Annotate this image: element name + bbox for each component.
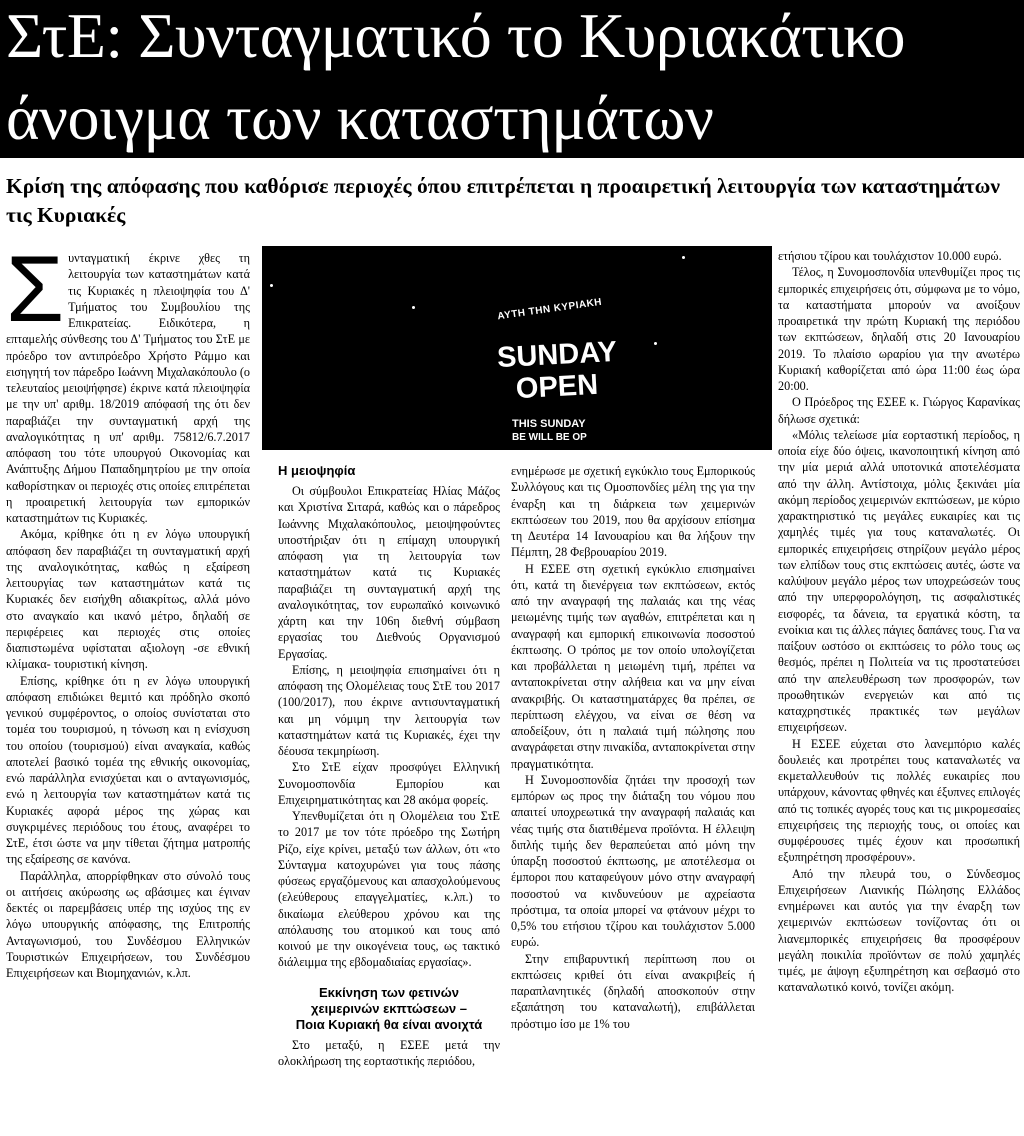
paragraph: Στο μεταξύ, η ΕΣΕΕ μετά την ολοκλήρωση της εορταστικής περιόδου,	[278, 1037, 500, 1068]
sign-open: OPEN	[515, 368, 599, 406]
column-3	[511, 463, 755, 1032]
sign-small-2: BE WILL BE OP	[512, 432, 587, 443]
paragraph: ενημέρωσε με σχετική εγκύκλιο τους Εμπορικούς Συλλόγους και τις Ομοσπονδίες μέλη της για την έναρξη και τη διάρκεια των χειμερινών εκπτώσεων του 2019, που θα αρχίσουν επίσημα τη Δευτέρα 14 Ιανουαρίου και θα λήξουν την Πέμπτη, 28 Φεβρουαρίου 2019.	[511, 464, 755, 560]
sunday-open-photo	[262, 246, 772, 450]
heading-line: Ποια Κυριακή θα είναι ανοιχτά	[295, 1016, 483, 1032]
paragraph: Παράλληλα, απορρίφθηκαν στο σύνολό τους οι αιτήσεις ακύρωσης ως αβάσιμες και έγιναν δεκτές οι παρεμβάσεις υπέρ της ισχύος της εν λόγω υπουργικής απόφασης, της Επιτροπής Ανταγωνισμού, του Συνδέσμου Ελληνικών Τουριστικών Επιχειρήσεων, του Συνδέσμου Επιχειρήσεων και Βιομηχανιών, κ.λπ.	[6, 868, 250, 980]
column-1	[6, 236, 250, 981]
headline-band	[0, 0, 1024, 158]
sign-small-1: THIS SUNDAY	[512, 418, 586, 430]
headline-line-2: άνοιγμα των καταστημάτων	[6, 82, 714, 153]
paragraph: υνταγματική έκρινε χθες τη λειτουργία των καταστημάτων κατά τις Κυριακές η πλειοψηφία του Δ' Τμήματος του Συμβουλίου της Επικρατείας. Ειδικότερα, η επταμελής σύνθεσης του Δ' Τμήματος του ΣτΕ με πρόεδρο τον αντιπρόεδρο Χρήστο Ράμμο και εισηγητή τον πάρεδρο Ιωάννη Μιχαλακόπουλο (ο τελευταίος μειοψήφησε) έκρινε κατά πλειοψηφία με την υπ' αριθμ. 18/2019 απόφασή της ότι δεν παραβιάζει την συνταγματική αρχή της αναλογικότητας η υπ' αριθμ. 75812/6.7.2017 απόφαση του τότε υπουργού Οικονομίας και Ανάπτυξης Δήμου Παπαδημητρίου με την οποία καθορίστηκαν οι περιοχές στις οποίες επιτρέπεται η προαιρετική λειτουργία των εμπορικών καταστημάτων τις Κυριακές.	[6, 251, 250, 525]
paragraph: Η ΕΣΕΕ εύχεται στο λανεμπόριο καλές δουλειές και προτρέπει τους καταναλωτές να εκμεταλλευθούν τις πολλές ευκαιρίες που υπάρχουν, κάνοντας φθηνές και έξυπνες επιλογές από τις τοπικές αγορές τους και τις μικρομεσαίες επιχειρήσεις της περιοχής τους, οι οποίες και συμφέρουσες τιμές έχουν και προσωπική εξυπηρέτηση προσφέρουν».	[778, 736, 1020, 865]
light-speck	[682, 256, 685, 259]
paragraph: Στην επιβαρυντική περίπτωση που οι εκπτώσεις κριθεί ότι είναι ανακριβείς ή παραπλανητικές (δηλαδή αποσκοπούν στην εξαπάτηση του καταναλωτή), επιβάλλεται πρόστιμο ίσο με 1% του	[511, 951, 755, 1031]
paragraph: Οι σύμβουλοι Επικρατείας Ηλίας Μάζος και Χριστίνα Σιταρά, καθώς και ο πάρεδρος Ιωάννης Μιχαλακόπουλος, μειοψηφούντες υποστήριξαν ότι η επίμαχη υπουργική απόφαση για τη λειτουργία των καταστημάτων κατά τις Κυριακές παραβιάζει τη συνταγματική αρχή της αναλογικότητας, τον ευρωπαϊκό κοινωνικό χάρτη και την 106η διεθνή σύμβαση εργασίας του Διεθνούς Οργανισμού Εργασίας.	[278, 484, 500, 661]
paragraph: Ακόμα, κρίθηκε ότι η εν λόγω υπουργική απόφαση δεν παραβιάζει τη συνταγματική αρχή της αναλογικότητας, καθώς η εξαίρεση λειτουργίας των καταστημάτων κατά τις Κυριακές δεν εισήχθη αδιακρίτως, αλλά μόνο στο αναγκαίο και ικανό μέτρο, δηλαδή σε περιφέρειες και περιοχές στις οποίες διαπιστωμένα υφίσταται αξιολογη -σε εθνική κλίμακα- τουριστική κίνηση.	[6, 527, 250, 672]
column-4	[778, 248, 1020, 996]
heading-line: Εκκίνηση των φετινών	[319, 984, 459, 1000]
paragraph: Τέλος, η Συνομοσπονδία υπενθυμίζει προς τις εμπορικές επιχειρήσεις ότι, σύμφωνα με το νόμο, τα καταστήματα μπορούν να ανοίξουν προαιρετικά την πρώτη Κυριακή της περιόδου των εκπτώσεων, δηλαδή στις 20 Ιανουαρίου 2019. Το πλαίσιο ωραρίου για την ανωτέρω Κυριακή καθορίζεται από ώρα 11:00 έως ώρα 20:00.	[778, 265, 1020, 393]
paragraph: Επίσης, η μειοψηφία επισημαίνει ότι η απόφαση της Ολομέλειας τους ΣτΕ του 2017 (100/2017), που έκρινε αντισυνταγματική και μη νόμιμη την λειτουργία των καταστημάτων κατά τις Κυριακές, έχει την δέουσα τεκμηρίωση.	[278, 662, 500, 758]
subheadline: Κρίση της απόφασης που καθόρισε περιοχές όπου επιτρέπεται η προαιρετική λειτουργία των καταστημάτων τις Κυριακές	[6, 174, 1000, 227]
column-2	[278, 463, 500, 1069]
paragraph: Υπενθυμίζεται ότι η Ολομέλεια του ΣτΕ το 2017 με τον τότε πρόεδρο της Σωτήρη Ρίζο, είχε κρίνει, μεταξύ των άλλων, ότι «το Σύνταγμα κατοχυρώνει για τους πάσης φύσεως εργαζόμενους και απασχολούμενους (ελεύθερους επαγγελματίες, κ.λπ.) το δικαίωμα ελεύθερου χρόνου και της απόλαυσης του ατομικού και τους από κοινού με την οικογένεια τους, ως τακτικό διάλειμμα της εβδομαδιαίας εργασίας».	[278, 809, 500, 970]
paragraph: Στο ΣτΕ είχαν προσφύγει Ελληνική Συνομοσπονδία Εμπορίου και Επιχειρηματικότητας και 28 ακόμα φορείς.	[278, 760, 500, 807]
headline-line-1: ΣτΕ: Συνταγματικό το Κυριακάτικο	[6, 0, 906, 71]
light-speck	[412, 306, 415, 309]
dropcap: Σ	[6, 236, 65, 341]
light-speck	[654, 342, 657, 345]
paragraph: ετήσιου τζίρου και τουλάχιστον 10.000 ευρώ.	[778, 249, 1002, 263]
paragraph: Επίσης, κρίθηκε ότι η εν λόγω υπουργική απόφαση επιδιώκει θεμιτό και πρόδηλο σκοπό γενικού συμφέροντος, ο οποίος συνίσταται στο τομέα του τουρισμού, η τόνωση και η ενίσχυση του οποίου (τουρισμού) είναι αναγκαία, καθώς αποτελεί βασικό τομέα της εθνικής οικονομίας, ενώ παράλληλα ενισχύεται και ο ανταγωνισμός, ενώ η λειτουργία των καταστημάτων κατά τις Κυριακές αφορά μέρος της χώρας και συγκριμένες περιόδους του έτους, αναφέρει το ΣτΕ, έτσι ώστε να μην τίθεται ζήτημα ματροπής της εξαίρεσης σε κανόνα.	[6, 673, 250, 867]
paragraph: Από την πλευρά του, ο Σύνδεσμος Επιχειρήσεων Λιανικής Πώλησης Ελλάδος ενημέρωνει και αυτός για την έναρξη των χειμερινών εκπτώσεων τονίζοντας ότι οι λιανεμπορικές επιχειρήσεις θα προσφέρουν μεγάλη ποικιλία προϊόντων σε πολύ χαμηλές τιμές, με άψογη εξυπηρέτηση και σεβασμό στο καταναλωτικό κοινό, τονίζει ακόμη.	[778, 866, 1020, 995]
section-heading-minority: Η μειοψηφία	[278, 463, 356, 478]
paragraph: «Μόλις τελείωσε μία εορταστική περίοδος, η οποία είχε δύο όψεις, ικανοποιητική κίνηση από την μία μεριά αλλά υποτονικά αποτελέσματα από την άλλη. Αντίστοιχα, μόλις ξεκινάει μία ακόμη περίοδος χειμερινών εκπτώσεων, με κύριο χαρακτηριστικό τις μεγάλες ευκαιρίες και τις χαμηλές τιμές για τους καταναλωτές. Οι εμπορικές επιχειρήσεις στηρίζουν μεγάλο μέρος των ελπίδων τους στις εκπτώσεις αυτές, ώστε να καλύψουν μεγάλο μέρος των υποχρεώσεών τους από την υπερφορολόγηση, τις ασφαλιστικές εισφορές, τα δάνεια, τα εργατικά κόστη, τα ενοίκια και τις άλλες πάγιες δαπάνες τους. Για να παίξουν ωστόσο οι εκπτώσεις το ρόλο τους ως θεσμός, πρέπει η Πολιτεία να τις προστατεύσει από την απελευθέρωση των προσφορών, των προωθητικών ενεργειών και από τις καταχρηστικές πρακτικές των μεγάλων επιχειρήσεων.	[778, 427, 1020, 735]
paragraph: Η ΕΣΕΕ στη σχετική εγκύκλιο επισημαίνει ότι, κατά τη διενέργεια των εκπτώσεων, εκτός από την αναγραφή της παλαιάς και της νέας μειωμένης τιμής των αγαθών, επιτρέπεται και η αναγραφή και εμπορική επικοινωνία ποσοστού έκπτωσης. Ο τρόπος με τον οποίο υπολογίζεται και προβάλλεται η μειωμένη τιμή, πρέπει να ανταποκρίνεται στην αλήθεια και να μην είναι ανακριβής. Οι καταστηματάρχες θα πρέπει, σε περίπτωση ελέγχου, να είναι σε θέση να αποδείξουν, ότι η παλαιά τιμή πώλησης που αναγράφεται στην πινακίδα, ανταποκρίνεται στην πραγματικότητα.	[511, 561, 755, 771]
heading-line: χειμερινών εκπτώσεων –	[310, 1000, 467, 1016]
paragraph: Η Συνομοσπονδία ζητάει την προσοχή των εμπόρων ως προς την διάταξη του νόμου που απαιτεί υποχρεωτικά την αναγραφή παλαιάς και νέας τιμής στα διατιθέμενα προϊόντα. Η έλλειψη διπλής τιμής δεν θεραπεύεται από μόνη την ύπαρξη ποσοστού έκπτωσης, με αποτέλεσμα οι έμποροι που καταφεύγουν μόνο στην αναγραφή ποσοστού να κινδυνεύουν με αχρείαστα πρόστιμα, τα οποία μπορεί να φτάνουν μέχρι το 0,5% του ετήσιου τζίρου και τουλάχιστον 5.000 ευρώ.	[511, 772, 755, 950]
section-heading-sales	[278, 985, 500, 1033]
sign-curved-text: ΑΥΤΗ ΤΗΝ ΚΥΡΙΑΚΗ	[496, 296, 603, 323]
paragraph: Ο Πρόεδρος της ΕΣΕΕ κ. Γιώργος Καρανίκας δήλωσε σχετικά:	[778, 395, 1020, 426]
sign-sunday: SUNDAY	[496, 335, 618, 375]
light-speck	[270, 284, 273, 287]
